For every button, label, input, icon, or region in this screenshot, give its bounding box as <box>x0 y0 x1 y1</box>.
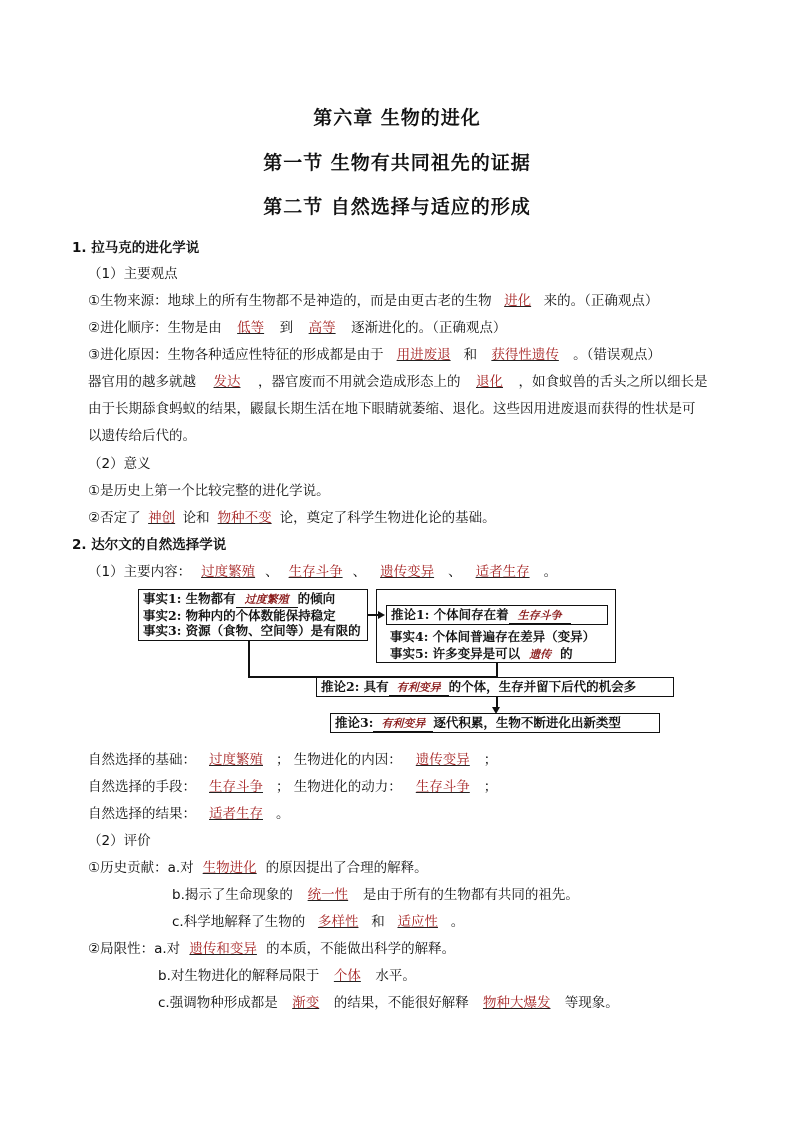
text: ①历史贡献：a.对 <box>88 860 194 876</box>
separator: 、 <box>448 564 462 580</box>
text: 水平。 <box>375 968 416 984</box>
text: 和 <box>463 347 478 363</box>
answer-blank: 获得性遗传 <box>491 347 559 363</box>
answer-blank: 渐变 <box>292 995 320 1011</box>
text: 逐渐进化的。（正确观点） <box>351 320 507 336</box>
fact5: 事实5: 许多变异是可以 遗传 的 <box>390 646 573 661</box>
handwritten-answer: 遗传 <box>520 646 560 663</box>
lamarck-point2 <box>88 316 506 336</box>
answer-blank: 生存斗争 <box>209 779 263 795</box>
contribution-b <box>172 883 579 903</box>
lamarck-point1 <box>88 289 658 309</box>
text: 自然选择的手段： <box>88 779 196 795</box>
lamarck-meaning2 <box>88 506 496 526</box>
text: c.强调物种形成都是 <box>158 995 278 1011</box>
separator: 、 <box>265 564 279 580</box>
fact3: 事实3: 资源（食物、空间等）是有限的 <box>143 623 361 638</box>
darwin-heading: 2. 达尔文的自然选择学说 <box>72 537 227 553</box>
text: c.科学地解释了生物的 <box>172 914 306 930</box>
lamarck-detail-line2: 由于长期舔食蚂蚁的结果，鼹鼠长期生活在地下眼睛就萎缩、退化。这些因用进废退而获得的性状是可 <box>88 401 696 417</box>
text: 自然选择的结果： <box>88 806 196 822</box>
text: 。 <box>543 564 558 580</box>
text: ②进化顺序：生物是由 <box>88 320 222 336</box>
chapter-title: 第六章 生物的进化 <box>313 107 481 129</box>
handwritten-answer: 有利变异 <box>373 716 433 732</box>
limitation-c <box>158 991 619 1011</box>
text: ； <box>483 779 498 795</box>
answer-blank: 高等 <box>308 320 336 336</box>
handwritten-answer: 有利变异 <box>389 680 449 696</box>
text: 自然选择的基础： <box>88 752 196 768</box>
answer-blank: 低等 <box>237 320 265 336</box>
answer-blank: 遗传变异 <box>380 564 435 580</box>
answer-blank: 适者生存 <box>475 564 530 580</box>
inference2-box: 推论2: 具有 有利变异 的个体，生存并留下后代的机会多 <box>316 677 674 697</box>
section2-title: 第二节 自然选择与适应的形成 <box>263 196 531 218</box>
text: 和 <box>371 914 385 930</box>
lamarck-sub2: （2）意义 <box>88 456 151 472</box>
answer-blank: 统一性 <box>307 887 349 903</box>
text: ③进化原因：生物各种适应性特征的形成都是由于 <box>88 347 384 363</box>
text: ； 生物进化的动力： <box>276 779 402 795</box>
answer-blank: 进化 <box>504 293 532 309</box>
answer-blank: 生存斗争 <box>415 779 470 795</box>
answer-blank: 个体 <box>333 968 361 984</box>
answer-blank: 遗传和变异 <box>189 941 257 957</box>
contribution-a <box>88 856 428 876</box>
inference1-box: 推论1: 个体间存在着 生存斗争 <box>386 605 608 625</box>
lamarck-point3 <box>88 343 661 363</box>
darwin-sub2: （2）评价 <box>88 833 151 849</box>
text: 来的。（正确观点） <box>543 293 659 309</box>
contribution-c <box>172 910 464 930</box>
selection-result-row <box>88 802 290 822</box>
answer-blank: 用进废退 <box>396 347 451 363</box>
lamarck-point3-detail <box>88 370 708 390</box>
answer-blank: 退化 <box>476 374 503 390</box>
text: ②局限性：a.对 <box>88 941 181 957</box>
separator: 、 <box>352 564 367 580</box>
fact1: 事实1: 生物都有 过度繁殖 的倾向 <box>143 591 336 606</box>
lamarck-heading: 1. 拉马克的进化学说 <box>72 240 200 256</box>
text: ①生物来源：地球上的所有生物都不是神造的，而是由更古老的生物 <box>88 293 492 309</box>
text: ，器官废而不用就会造成形态上的 <box>258 374 461 390</box>
text: 的原因提出了合理的解释。 <box>265 860 428 876</box>
answer-blank: 遗传变异 <box>415 752 470 768</box>
lamarck-sub1: （1）主要观点 <box>88 266 178 282</box>
text: 论和 <box>182 510 210 526</box>
answer-blank: 物种不变 <box>217 510 272 526</box>
arrow <box>496 663 498 677</box>
darwin-main-content <box>88 560 557 580</box>
text: ②否定了 <box>88 510 141 526</box>
answer-blank: 多样性 <box>317 914 359 930</box>
text: （1）主要内容： <box>88 564 192 580</box>
text: 的结果，不能很好解释 <box>333 995 469 1011</box>
answer-blank: 过度繁殖 <box>201 564 256 580</box>
arrow <box>248 641 250 677</box>
answer-blank: 生物进化 <box>202 860 257 876</box>
answer-blank: 适者生存 <box>209 806 263 822</box>
facts-box <box>138 589 368 641</box>
answer-blank: 过度繁殖 <box>209 752 263 768</box>
lamarck-meaning1: ①是历史上第一个比较完整的进化学说。 <box>88 483 330 499</box>
text: 。 <box>276 806 290 822</box>
natural-selection-diagram <box>138 587 678 737</box>
text: b.对生物进化的解释局限于 <box>158 968 320 984</box>
text: 。 <box>450 914 465 930</box>
text: ； <box>483 752 498 768</box>
handwritten-answer: 生存斗争 <box>509 608 571 624</box>
answer-blank: 神创 <box>148 510 176 526</box>
text: 。（错误观点） <box>573 347 661 363</box>
text: b.揭示了生命现象的 <box>172 887 293 903</box>
answer-blank: 发达 <box>213 374 241 390</box>
selection-basis-row <box>88 748 497 768</box>
fact4: 事实4: 个体间普遍存在差异（变异） <box>390 629 596 644</box>
text: ，如食蚁兽的舌头之所以细长是 <box>518 374 708 390</box>
text: 是由于所有的生物都有共同的祖先。 <box>362 887 579 903</box>
text: ； 生物进化的内因： <box>276 752 402 768</box>
text: 的本质，不能做出科学的解释。 <box>266 941 456 957</box>
text: 到 <box>279 320 294 336</box>
text: 等现象。 <box>564 995 619 1011</box>
handwritten-answer: 过度繁殖 <box>236 592 298 608</box>
limitation-b <box>158 964 416 984</box>
selection-means-row <box>88 775 497 795</box>
fact2: 事实2: 物种内的个体数能保持稳定 <box>143 608 336 623</box>
text: 论，奠定了科学生物进化论的基础。 <box>279 510 496 526</box>
text: 器官用的越多就越 <box>88 374 196 390</box>
answer-blank: 生存斗争 <box>288 564 343 580</box>
answer-blank: 适应性 <box>397 914 438 930</box>
inference3-box: 推论3: 有利变异 逐代积累，生物不断进化出新类型 <box>330 713 660 733</box>
lamarck-detail-line3: 以遗传给后代的。 <box>88 428 196 444</box>
section1-title: 第一节 生物有共同祖先的证据 <box>263 152 531 174</box>
limitation-a <box>88 937 455 957</box>
answer-blank: 物种大爆发 <box>482 995 551 1011</box>
